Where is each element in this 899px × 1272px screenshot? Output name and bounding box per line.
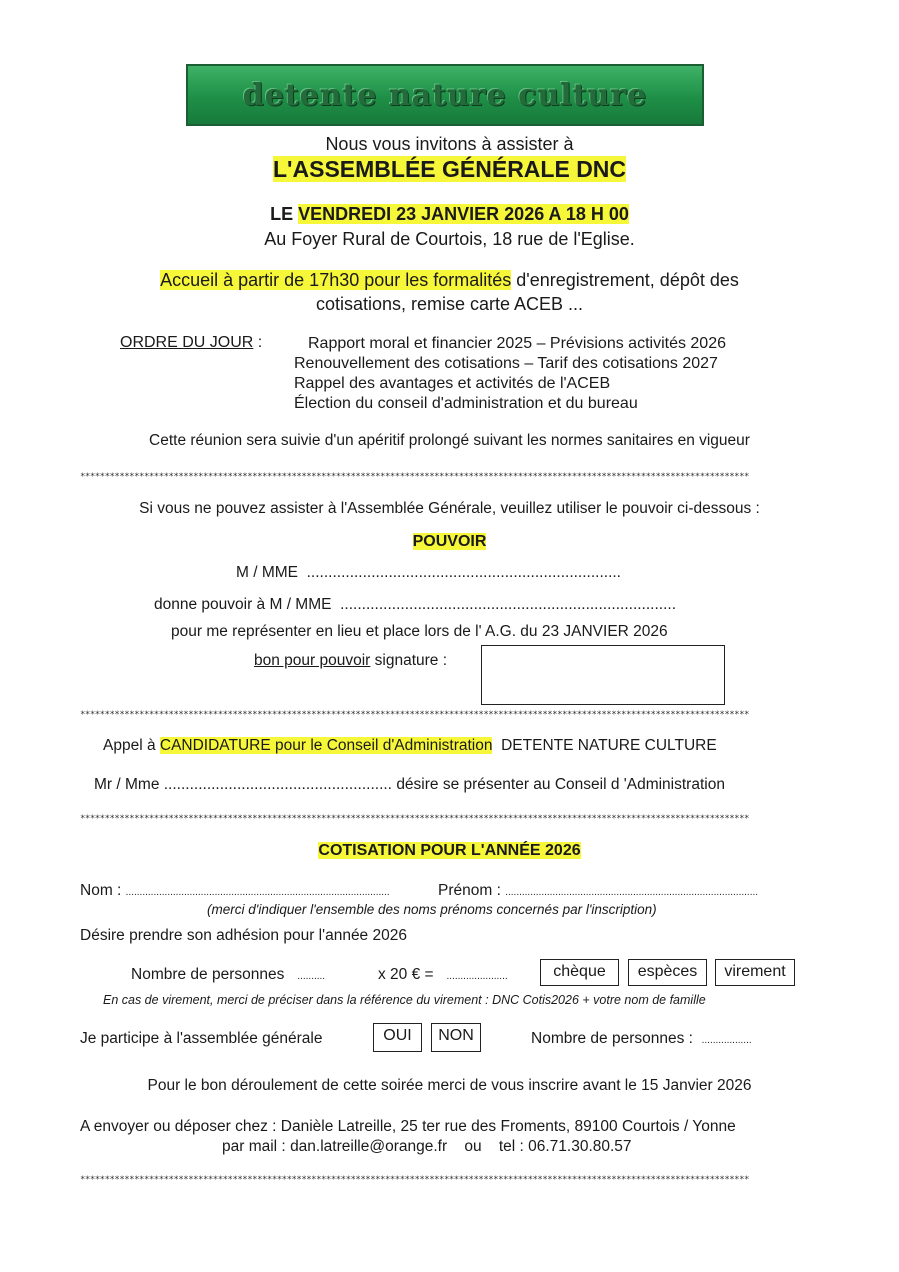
pouvoir-donne-field[interactable]: donne pouvoir à M / MME ..............................................................................	[154, 596, 677, 613]
deadline-note: Pour le bon déroulement de cette soirée merci de vous inscrire avant le 15 Janvier 2026	[147, 1077, 752, 1094]
assembly-title: L'ASSEMBLÉE GÉNÉRALE DNC	[272, 156, 627, 182]
phone-number: tel : 06.71.30.80.57	[498, 1138, 632, 1155]
pay-cheque-option[interactable]: chèque	[540, 959, 619, 986]
pay-especes-option[interactable]: espèces	[628, 959, 707, 986]
non-option[interactable]: NON	[431, 1023, 481, 1052]
signature-box[interactable]	[481, 645, 725, 705]
virement-note: En cas de virement, merci de préciser dans la référence du virement : DNC Cotis2026 + votre nom de famille	[103, 993, 706, 1007]
email-link[interactable]: dan.latreille@orange.fr	[290, 1138, 448, 1155]
pouvoir-intro: Si vous ne pouvez assister à l'Assemblée Générale, veuillez utiliser le pouvoir ci-dessous :	[139, 500, 760, 517]
pouvoir-mme-field[interactable]: M / MME .........................................................................	[236, 564, 621, 581]
candidature-line: Appel à CANDIDATURE pour le Conseil d'Administration DETENTE NATURE CULTURE	[103, 737, 717, 754]
price-field: x 20 € = ......................	[378, 966, 508, 983]
agenda-item: Rapport moral et financier 2025 – Prévisions activités 2026	[308, 335, 726, 352]
aperitif-note: Cette réunion sera suivie d'un apéritif prolongé suivant les normes sanitaires en vigueur	[149, 432, 750, 449]
agenda-label: ORDRE DU JOUR :	[120, 334, 263, 351]
agenda-item: Élection du conseil d'administration et du bureau	[294, 395, 638, 412]
event-place: Au Foyer Rural de Courtois, 18 rue de l'Eglise.	[264, 229, 635, 249]
signature-label: bon pour pouvoir signature :	[254, 652, 448, 669]
contact-line: par mail : dan.latreille@orange.fr ou tel : 06.71.30.80.57	[222, 1138, 632, 1155]
pouvoir-represent: pour me représenter en lieu et place lors de l' A.G. du 23 JANVIER 2026	[171, 623, 668, 640]
oui-option[interactable]: OUI	[373, 1023, 422, 1052]
nom-note: (merci d'indiquer l'ensemble des noms prénoms concernés par l'inscription)	[207, 902, 657, 917]
invite-line: Nous vous invitons à assister à	[325, 134, 574, 154]
nb-personnes-field[interactable]: Nombre de personnes ..........	[131, 966, 326, 983]
header-banner	[186, 64, 704, 126]
accueil-line: Accueil à partir de 17h30 pour les formalités d'enregistrement, dépôt des	[160, 270, 739, 290]
agenda-item: Renouvellement des cotisations – Tarif des cotisations 2027	[294, 355, 718, 372]
banner-logo-text: detente nature culture	[242, 78, 648, 113]
send-address: A envoyer ou déposer chez : Danièle Latreille, 25 ter rue des Froments, 89100 Courtois / Yonne	[80, 1118, 736, 1135]
adhesion-line: Désire prendre son adhésion pour l'année 2026	[80, 927, 407, 944]
agenda-list	[294, 334, 726, 414]
prenom-field[interactable]: Prénom : ...........................................................................................	[438, 882, 759, 899]
cotisation-title: COTISATION POUR L'ANNÉE 2026	[318, 842, 581, 859]
agenda-item: Rappel des avantages et activités de l'ACEB	[294, 375, 611, 392]
candidature-field[interactable]: Mr / Mme ..................................................... désire se présenter au Conseil d 'Administration	[94, 776, 725, 793]
nom-field[interactable]: Nom : ...............................................................................................	[80, 882, 390, 899]
pouvoir-title: POUVOIR	[412, 533, 487, 550]
separator: ****************************************************************************************************************************************	[80, 1175, 749, 1185]
accueil-line2: cotisations, remise carte ACEB ...	[315, 294, 584, 314]
pay-virement-option[interactable]: virement	[715, 959, 795, 986]
nb-personnes-ag-field[interactable]: Nombre de personnes : ..................	[531, 1030, 752, 1047]
event-date: LE VENDREDI 23 JANVIER 2026 A 18 H 00	[270, 204, 629, 224]
separator: ****************************************************************************************************************************************	[80, 710, 749, 720]
participe-label: Je participe à l'assemblée générale	[80, 1030, 323, 1047]
separator: ****************************************************************************************************************************************	[80, 814, 749, 824]
separator: ****************************************************************************************************************************************	[80, 472, 749, 482]
